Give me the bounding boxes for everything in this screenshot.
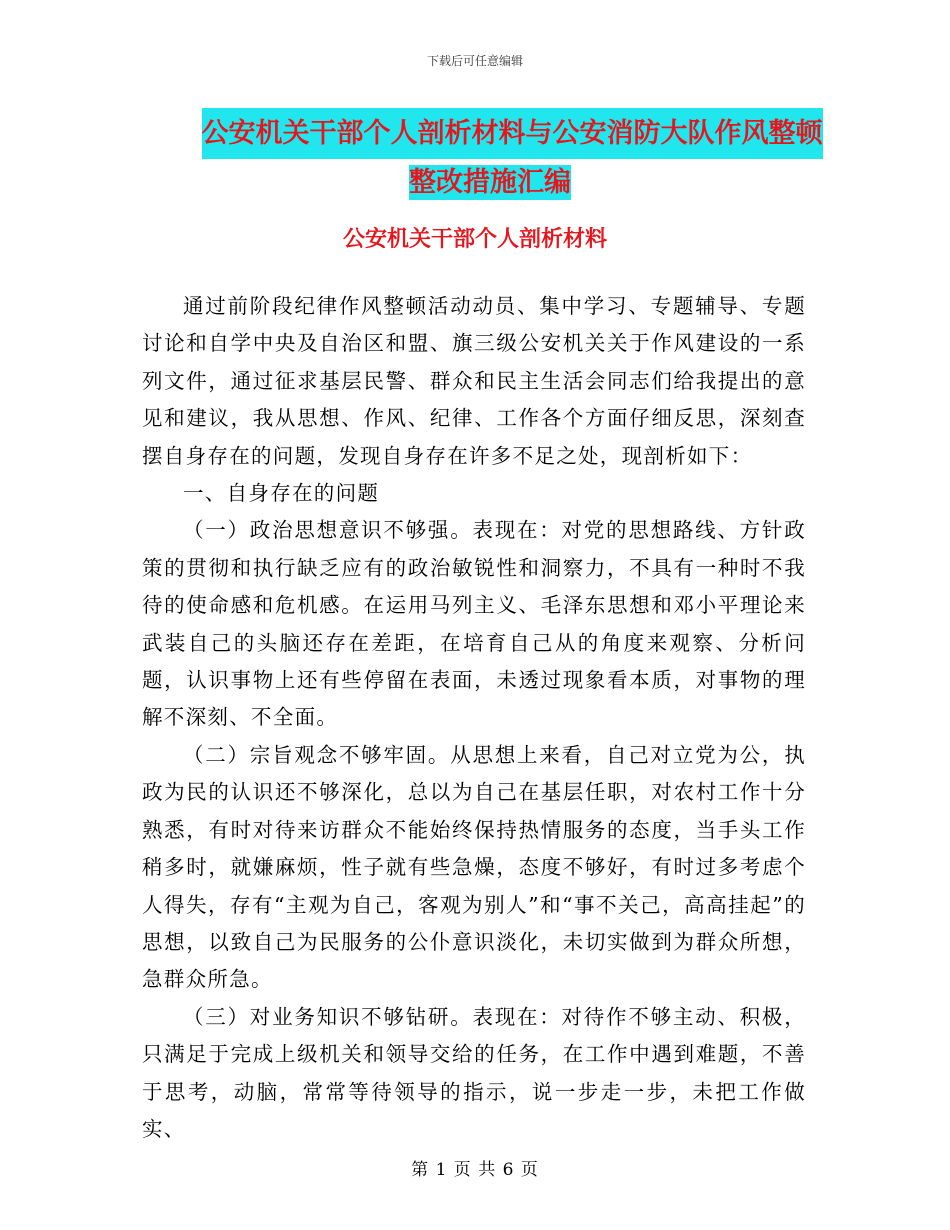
paragraph-heading-problems: 一、自身存在的问题: [183, 481, 380, 506]
page-footer: 第 1 页 共 6 页: [411, 1160, 539, 1180]
section-title: 公安机关干部个人剖析材料: [342, 227, 607, 252]
paragraph-intro: 通过前阶段纪律作风整顿活动动员、集中学习、专题辅导、专题讨论和自学中央及自治区和盟、旗三级公安机关关于作风建设的一系列文件，通过征求基层民警、群众和民主生活会同志们给我提出的意见和建议，我从思想、作风、纪律、工作各个方面仔细反思，深刻查摆自身存在的问题，发现自身存在许多不足之处，现剖析如下：: [142, 294, 806, 468]
paragraph-purpose-concept: （二）宗旨观念不够牢固。从思想上来看，自己对立党为公，执政为民的认识还不够深化，总以为自己在基层任职，对农村工作十分熟悉，有时对待来访群众不能始终保持热情服务的态度，当手头工作稍多时，就嫌麻烦，性子就有些急燥，态度不够好，有时过多考虑个人得失，存有“主观为自己，客观为别人”和“事不关己，高高挂起”的思想，以致自己为民服务的公仆意识淡化，未切实做到为群众所想，急群众所急。: [142, 742, 806, 992]
document-title-line2: 整改措施汇编: [409, 167, 571, 198]
paragraph-political-thought: （一）政治思想意识不够强。表现在：对党的思想路线、方针政策的贯彻和执行缺乏应有的政治敏锐性和洞察力，不具有一种时不我待的使命感和危机感。在运用马列主义、毛泽东思想和邓小平理论来武装自己的头脑还存在差距，在培育自己从的角度来观察、分析问题，认识事物上还有些停留在表面，未透过现象看本质，对事物的理解不深刻、不全面。: [142, 518, 806, 730]
document-title: [140, 108, 840, 206]
paragraph-business-knowledge: （三）对业务知识不够钻研。表现在：对待作不够主动、积极，只满足于完成上级机关和领导交给的任务，在工作中遇到难题，不善于思考，动脑，常常等待领导的指示，说一步走一步，未把工作做实、: [142, 1004, 806, 1141]
document-body: [142, 288, 806, 1148]
header-note: 下载后可任意编辑: [426, 54, 523, 68]
document-title-line1: 公安机关干部个人剖析材料与公安消防大队作风整顿: [202, 108, 823, 159]
